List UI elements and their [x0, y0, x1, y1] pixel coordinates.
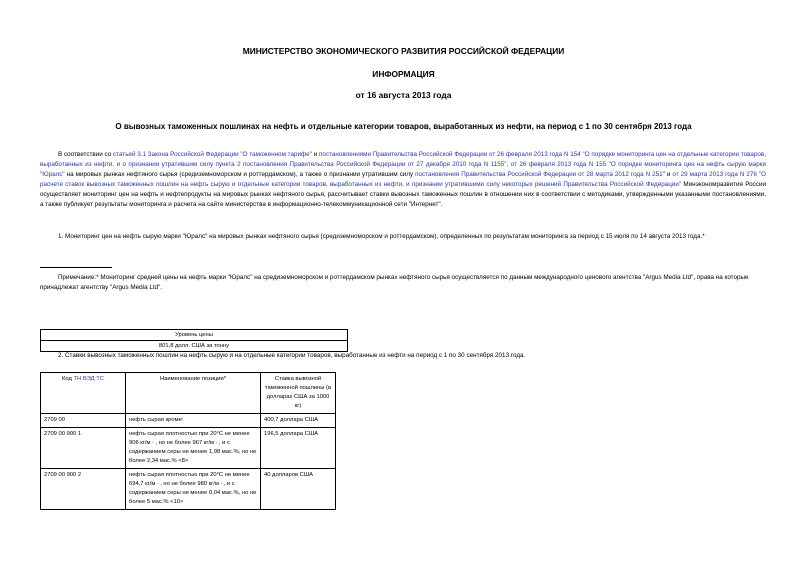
ministry-heading: МИНИСТЕРСТВО ЭКОНОМИЧЕСКОГО РАЗВИТИЯ РОССИЙСКОЙ ФЕДЕРАЦИИ	[242, 46, 565, 56]
document-date: от 16 августа 2013 года	[355, 90, 452, 100]
column-header-name: Наименование позиции*	[126, 373, 261, 414]
table-row	[41, 469, 336, 510]
resolution-276-link[interactable]: от 29 марта 2013 года N 276 "О расчете ставок вывозных таможенных пошлин на нефть сырую и отдельные категории товаров, выработанных из нефти, и признании утратившими силу некоторых решений Правительства Российской Федерации"	[40, 171, 767, 188]
resolutions-link[interactable]: постановлениями Правительства Российской Федерации от 26 февраля 2013 года N 154 "О порядке мониторинга цен на отдельные категории товаров, выработанных из нефти, и о признании утратившим силу пункта 2 постановления Правительства Российской Федерации от 27 декабря 2010 года N 1155", от 26 февраля 2013 года N 155 "О порядке мониторинга цен на нефть сырую марки "Юралс"	[40, 151, 766, 178]
intro-text-3: на мировых рынках нефтяного сырья (средиземноморском и роттердамском), а также о признании утратившим силу	[64, 171, 416, 178]
tn-ved-link[interactable]: ТН ВЭД ТС	[73, 376, 104, 382]
table-row	[41, 341, 348, 352]
section-1-text: 1. Мониторинг цен на нефть сырую марки "Юралс" на мировых рынках нефтяного сырья (средиземноморском и роттердамском), определенных по результатам мониторинга за период с 15 июля по 14 августа 2013 года.*	[58, 233, 705, 240]
code-header-prefix: Код	[62, 376, 74, 382]
row-rate: 196,5 доллара США	[261, 428, 336, 469]
intro-text-2: и	[311, 151, 319, 158]
row-code: 2709 00 900 2	[41, 469, 126, 510]
law-link[interactable]: статьей 3.1 Закона Российской Федерации "О таможенном тарифе"	[112, 151, 312, 158]
section-2-text: 2. Ставки вывозных таможенных пошлин на нефть сырую и на отдельные категории товаров, выработанные из нефти на период с 1 по 30 сентября 2013 года.	[58, 352, 526, 359]
footnote-text: Примечание:* Мониторинг средней цены на нефть марки "Юралс" на средиземноморском и роттердамском рынках нефтяного сырья осуществляется по данным международного ценового агентства "Argus Media Ltd", права на которые принадлежат агентству "Argus Media Ltd".	[40, 274, 749, 291]
row-rate: 40 долларов США	[261, 469, 336, 510]
document-type: ИНФОРМАЦИЯ	[372, 69, 435, 79]
table-row	[41, 414, 336, 428]
document-title: О вывозных таможенных пошлинах на нефть и отдельные категории товаров, выработанных из нефти, на период с 1 по 30 сентября 2013 года	[115, 122, 692, 131]
intro-text-1: В соответствии со	[58, 151, 113, 158]
column-header-code	[41, 373, 126, 414]
table-row	[41, 428, 336, 469]
footnote-divider	[40, 267, 112, 268]
table-header-row	[41, 373, 336, 414]
column-header-rate: Ставка вывозной таможенной пошлины (в долларах США за 1000 кг)	[261, 373, 336, 414]
row-name: нефть сырая плотностью при 20°С не менее 906 кг/м ∙ , но не более 967 кг/м ∙ , и с содержанием серы не менее 1,98 мас.%, но не более 2,34 мас.% <8>	[126, 428, 261, 469]
row-name: нефть сырая кроме:	[126, 414, 261, 428]
intro-text-4: " и	[662, 171, 673, 178]
price-table	[40, 329, 348, 352]
intro-text-5: Минэкономразвития России осуществляет мониторинг цен на нефть и нефтепродукты на мировых рынках нефтяного сырья, рассчитывает ставки вывозных таможенных пошлин в отношении них в соответствии с методиками, утвержденными указанными постановлениями, а также публикует результаты мониторинга и расчета на сайте министерства в информационно-телекоммуникационной сети "Интернет".	[40, 181, 766, 208]
row-code: 2709 00	[41, 414, 126, 428]
intro-paragraph	[40, 150, 766, 210]
row-rate: 400,7 доллара США	[261, 414, 336, 428]
table-row	[41, 330, 348, 341]
price-level-value: 801,8 долл. США за тонну	[41, 341, 348, 352]
duty-table	[40, 372, 336, 510]
resolution-251-link[interactable]: постановления Правительства Российской Федерации от 28 марта 2012 года N 251	[415, 171, 663, 178]
row-name: нефть сырая плотностью при 20°С не менее 694,7 кг/м ∙ , но не более 980 кг/м ∙ , и с содержанием серы не менее 0,04 мас.%, но не более 5 мас.% <10>	[126, 469, 261, 510]
row-code: 2709 00 900 1	[41, 428, 126, 469]
price-level-header: Уровень цены	[41, 330, 348, 341]
